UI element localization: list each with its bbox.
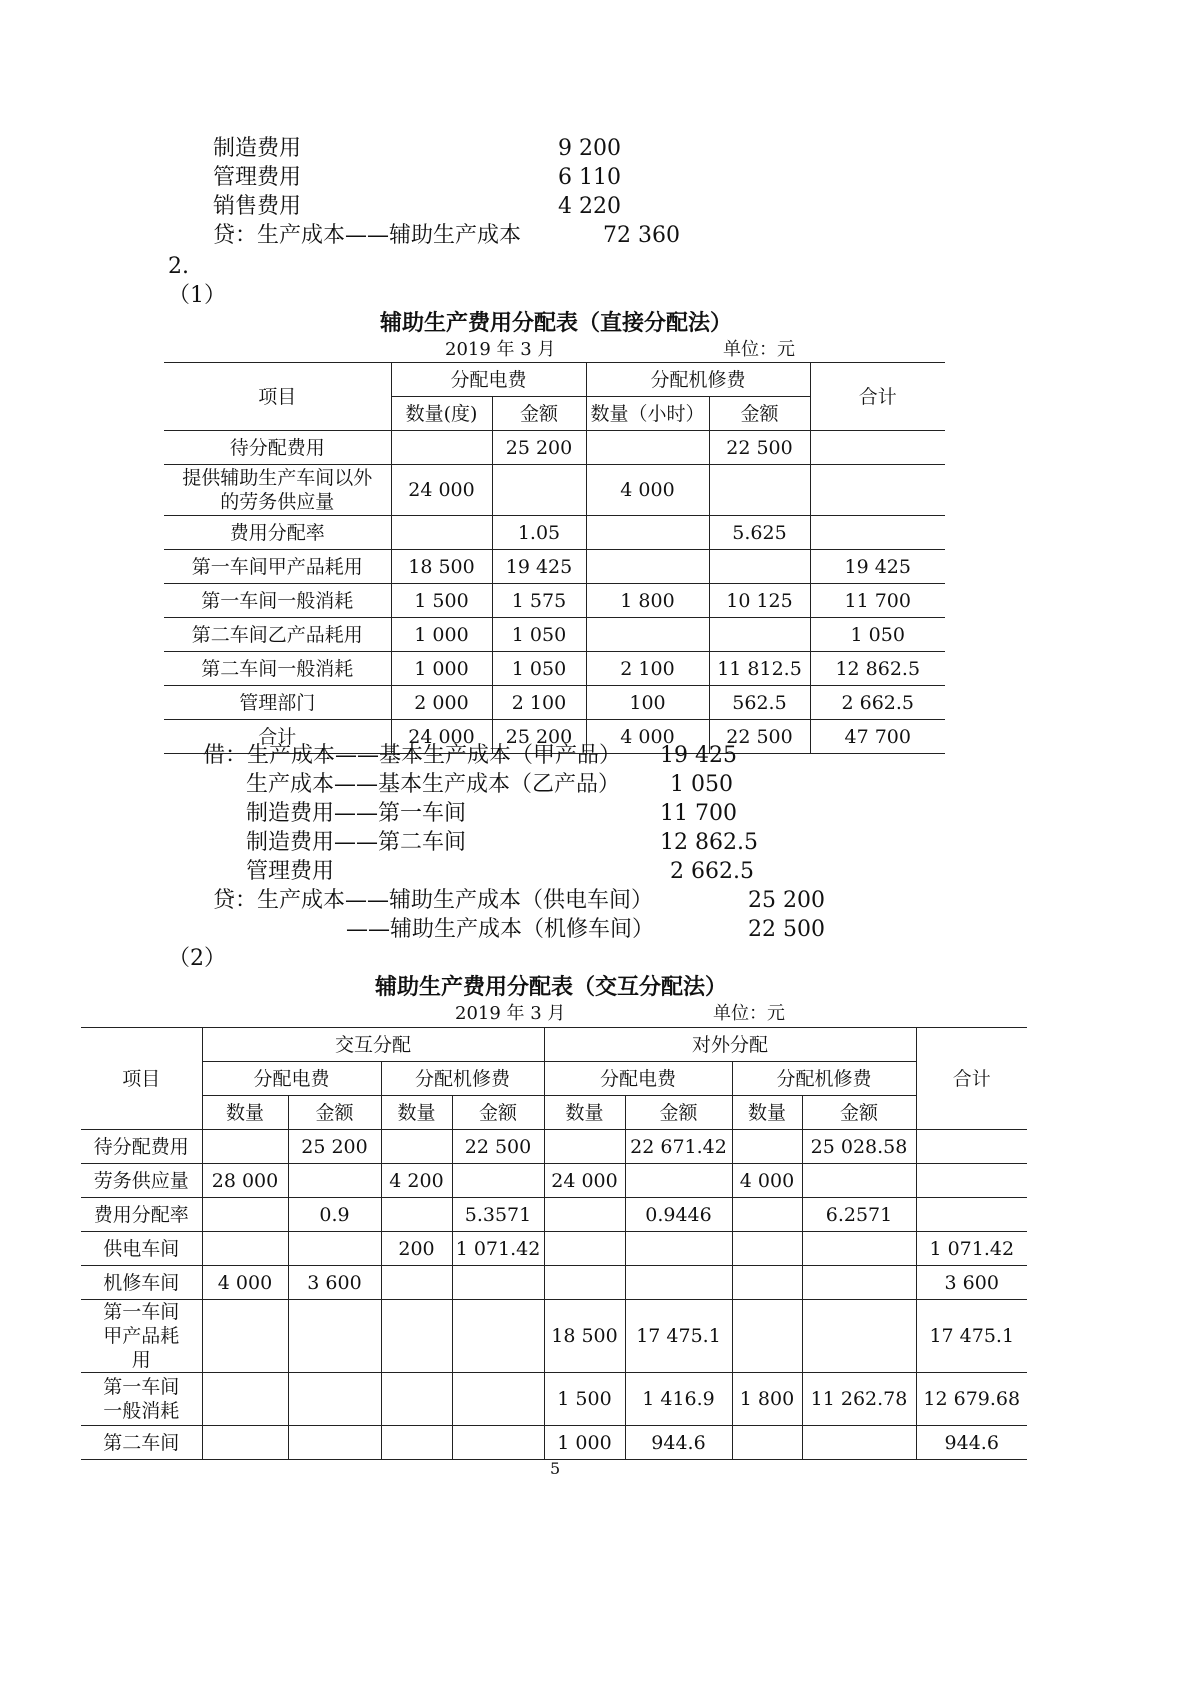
- row-label: 第一车间甲产品耗用: [81, 1300, 202, 1373]
- table1: [164, 362, 945, 754]
- cell: 11 700: [810, 584, 945, 618]
- cell: [802, 1232, 916, 1266]
- cell: 2 100: [586, 652, 709, 686]
- cell: 1 575: [492, 584, 586, 618]
- cell: [625, 1232, 732, 1266]
- header-amount: 金额: [492, 397, 586, 431]
- cell: 944.6: [916, 1426, 1027, 1460]
- cell: [916, 1130, 1027, 1164]
- header-repair: 分配机修费: [732, 1062, 916, 1096]
- cell: 1 800: [586, 584, 709, 618]
- cell: [916, 1198, 1027, 1232]
- cell: 19 425: [492, 550, 586, 584]
- table-row: [81, 1266, 1027, 1300]
- entry-amount: 1 050: [670, 772, 733, 797]
- cell: 1 000: [391, 652, 492, 686]
- header-qty: 数量: [381, 1096, 452, 1130]
- cell: [288, 1426, 381, 1460]
- cell: 24 000: [391, 720, 492, 754]
- row-label: 合计: [164, 720, 391, 754]
- cell: [586, 431, 709, 465]
- cell: [381, 1198, 452, 1232]
- header-repair: 分配机修费: [381, 1062, 544, 1096]
- header-qty: 数量: [202, 1096, 288, 1130]
- entry-amount: 6 110: [558, 165, 621, 190]
- entry-line: 借：生产成本——基本生产成本（甲产品）: [203, 743, 622, 768]
- cell: 17 475.1: [625, 1300, 732, 1373]
- cell: [732, 1232, 802, 1266]
- cell: 1 500: [391, 584, 492, 618]
- cell: 18 500: [544, 1300, 625, 1373]
- table-row: [164, 584, 945, 618]
- cell: [732, 1426, 802, 1460]
- entry-amount: 19 425: [660, 743, 737, 768]
- cell: 562.5: [709, 686, 810, 720]
- cell: 25 200: [492, 431, 586, 465]
- cell: 1 000: [544, 1426, 625, 1460]
- cell: 22 500: [709, 720, 810, 754]
- cell: [381, 1300, 452, 1373]
- cell: [452, 1164, 544, 1198]
- cell: [810, 431, 945, 465]
- cell: 24 000: [391, 465, 492, 516]
- header-amount: 金额: [802, 1096, 916, 1130]
- table-row: [81, 1426, 1027, 1460]
- cell: [452, 1266, 544, 1300]
- cell: [288, 1300, 381, 1373]
- entry-amount: 25 200: [748, 888, 825, 913]
- row-label: 第二车间一般消耗: [164, 652, 391, 686]
- entry-amount: 11 700: [660, 801, 737, 826]
- cell: [586, 618, 709, 652]
- row-label: 费用分配率: [81, 1198, 202, 1232]
- cell: 1 416.9: [625, 1373, 732, 1426]
- cell: 4 000: [586, 465, 709, 516]
- cell: 17 475.1: [916, 1300, 1027, 1373]
- header-amount: 金额: [709, 397, 810, 431]
- cell: [202, 1300, 288, 1373]
- header-interactive: 交互分配: [202, 1028, 544, 1062]
- entry-amount: 9 200: [558, 136, 621, 161]
- header-elec: 分配电费: [202, 1062, 381, 1096]
- header-repair: 分配机修费: [586, 363, 810, 397]
- cell: [288, 1373, 381, 1426]
- cell: 25 200: [288, 1130, 381, 1164]
- entry-line: 管理费用: [213, 165, 302, 190]
- table-row: [164, 618, 945, 652]
- entry-line: ——辅助生产成本（机修车间）: [346, 917, 655, 942]
- cell: [202, 1198, 288, 1232]
- entry-line: 制造费用——第二车间: [246, 830, 467, 855]
- cell: 12 679.68: [916, 1373, 1027, 1426]
- cell: [802, 1266, 916, 1300]
- cell: 28 000: [202, 1164, 288, 1198]
- cell: 2 100: [492, 686, 586, 720]
- entry-amount: 72 360: [603, 223, 680, 248]
- row-label: 提供辅助生产车间以外的劳务供应量: [164, 465, 391, 516]
- cell: [802, 1300, 916, 1373]
- table-row: [164, 516, 945, 550]
- cell: [288, 1164, 381, 1198]
- cell: [381, 1266, 452, 1300]
- row-label: 第二车间乙产品耗用: [164, 618, 391, 652]
- header-qty: 数量: [732, 1096, 802, 1130]
- cell: 22 500: [709, 431, 810, 465]
- cell: [732, 1130, 802, 1164]
- cell: [381, 1426, 452, 1460]
- cell: 25 200: [492, 720, 586, 754]
- cell: 4 000: [586, 720, 709, 754]
- cell: [288, 1232, 381, 1266]
- cell: [492, 465, 586, 516]
- cell: [544, 1266, 625, 1300]
- entry-line: 制造费用——第一车间: [246, 801, 467, 826]
- cell: [810, 516, 945, 550]
- cell: [452, 1300, 544, 1373]
- cell: [709, 618, 810, 652]
- cell: [544, 1198, 625, 1232]
- header-amount: 金额: [625, 1096, 732, 1130]
- cell: 10 125: [709, 584, 810, 618]
- table2-date: 2019 年 3 月: [455, 1003, 566, 1024]
- cell: 1 050: [492, 652, 586, 686]
- entry-line: 贷：生产成本——辅助生产成本（供电车间）: [213, 888, 654, 913]
- part-label: （2）: [168, 946, 226, 971]
- cell: [709, 465, 810, 516]
- table1-title: 辅助生产费用分配表（直接分配法）: [380, 310, 733, 336]
- header-qty: 数量: [544, 1096, 625, 1130]
- cell: 4 000: [202, 1266, 288, 1300]
- table-row: [81, 1300, 1027, 1373]
- cell: 2 662.5: [810, 686, 945, 720]
- cell: [452, 1373, 544, 1426]
- cell: [810, 465, 945, 516]
- header-amount: 金额: [452, 1096, 544, 1130]
- cell: 3 600: [288, 1266, 381, 1300]
- row-label: 管理部门: [164, 686, 391, 720]
- entry-amount: 4 220: [558, 194, 621, 219]
- cell: 5.625: [709, 516, 810, 550]
- part-label: （1）: [168, 283, 226, 308]
- cell: 47 700: [810, 720, 945, 754]
- cell: [732, 1300, 802, 1373]
- cell: 11 262.78: [802, 1373, 916, 1426]
- header-item: 项目: [164, 363, 391, 431]
- cell: 1.05: [492, 516, 586, 550]
- cell: 4 200: [381, 1164, 452, 1198]
- row-label: 第一车间一般消耗: [81, 1373, 202, 1426]
- header-total: 合计: [810, 363, 945, 431]
- table-row: [81, 1373, 1027, 1426]
- row-label: 待分配费用: [164, 431, 391, 465]
- header-external: 对外分配: [544, 1028, 916, 1062]
- cell: [732, 1266, 802, 1300]
- cell: 0.9446: [625, 1198, 732, 1232]
- cell: [202, 1130, 288, 1164]
- cell: [202, 1232, 288, 1266]
- cell: [202, 1373, 288, 1426]
- cell: [586, 550, 709, 584]
- table-row: [81, 1198, 1027, 1232]
- row-label: 待分配费用: [81, 1130, 202, 1164]
- question-label: 2.: [168, 254, 189, 279]
- cell: [916, 1164, 1027, 1198]
- table1-date: 2019 年 3 月: [445, 339, 556, 360]
- row-label: 第二车间: [81, 1426, 202, 1460]
- header-amount: 金额: [288, 1096, 381, 1130]
- cell: 5.3571: [452, 1198, 544, 1232]
- entry-line: 销售费用: [213, 194, 302, 219]
- table-row: [164, 465, 945, 516]
- cell: 0.9: [288, 1198, 381, 1232]
- table2: [81, 1027, 1027, 1460]
- entry-amount: 22 500: [748, 917, 825, 942]
- cell: [381, 1373, 452, 1426]
- table2-title: 辅助生产费用分配表（交互分配法）: [375, 974, 728, 1000]
- cell: 24 000: [544, 1164, 625, 1198]
- cell: 12 862.5: [810, 652, 945, 686]
- cell: 22 500: [452, 1130, 544, 1164]
- cell: 11 812.5: [709, 652, 810, 686]
- entry-line: 生产成本——基本生产成本（乙产品）: [246, 772, 621, 797]
- header-item: 项目: [81, 1028, 202, 1130]
- row-label: 费用分配率: [164, 516, 391, 550]
- cell: [625, 1164, 732, 1198]
- cell: [202, 1426, 288, 1460]
- cell: [391, 431, 492, 465]
- table2-unit: 单位：元: [713, 1003, 785, 1024]
- cell: 1 500: [544, 1373, 625, 1426]
- header-qty-degree: 数量(度): [391, 397, 492, 431]
- cell: 2 000: [391, 686, 492, 720]
- cell: 25 028.58: [802, 1130, 916, 1164]
- table-row: [81, 1232, 1027, 1266]
- cell: 19 425: [810, 550, 945, 584]
- cell: 1 071.42: [916, 1232, 1027, 1266]
- table-row: [164, 550, 945, 584]
- row-label: 第一车间一般消耗: [164, 584, 391, 618]
- cell: [802, 1426, 916, 1460]
- entry-amount: 2 662.5: [670, 859, 754, 884]
- header-elec: 分配电费: [544, 1062, 732, 1096]
- cell: 1 071.42: [452, 1232, 544, 1266]
- cell: 1 800: [732, 1373, 802, 1426]
- cell: [625, 1266, 732, 1300]
- cell: 100: [586, 686, 709, 720]
- cell: [586, 516, 709, 550]
- cell: 3 600: [916, 1266, 1027, 1300]
- header-total: 合计: [916, 1028, 1027, 1130]
- cell: 1 000: [391, 618, 492, 652]
- entry-line: 制造费用: [213, 136, 302, 161]
- cell: 18 500: [391, 550, 492, 584]
- header-qty-hour: 数量（小时）: [586, 397, 709, 431]
- row-label: 劳务供应量: [81, 1164, 202, 1198]
- cell: 200: [381, 1232, 452, 1266]
- cell: [802, 1164, 916, 1198]
- row-label: 机修车间: [81, 1266, 202, 1300]
- cell: [732, 1198, 802, 1232]
- table1-unit: 单位：元: [723, 339, 795, 360]
- row-label: 供电车间: [81, 1232, 202, 1266]
- cell: [391, 516, 492, 550]
- table-row: [81, 1164, 1027, 1198]
- table-row: [164, 686, 945, 720]
- cell: 1 050: [492, 618, 586, 652]
- header-elec: 分配电费: [391, 363, 586, 397]
- table-row: [164, 652, 945, 686]
- table-row: [81, 1130, 1027, 1164]
- cell: 22 671.42: [625, 1130, 732, 1164]
- entry-line: 贷：生产成本——辅助生产成本: [213, 223, 522, 248]
- cell: [709, 550, 810, 584]
- cell: [544, 1232, 625, 1266]
- cell: 944.6: [625, 1426, 732, 1460]
- page-number: 5: [550, 1459, 561, 1478]
- entry-line: 管理费用: [246, 859, 335, 884]
- cell: [381, 1130, 452, 1164]
- table-row: [164, 431, 945, 465]
- cell: 4 000: [732, 1164, 802, 1198]
- cell: [452, 1426, 544, 1460]
- cell: [544, 1130, 625, 1164]
- row-label: 第一车间甲产品耗用: [164, 550, 391, 584]
- cell: 1 050: [810, 618, 945, 652]
- cell: 6.2571: [802, 1198, 916, 1232]
- entry-amount: 12 862.5: [660, 830, 758, 855]
